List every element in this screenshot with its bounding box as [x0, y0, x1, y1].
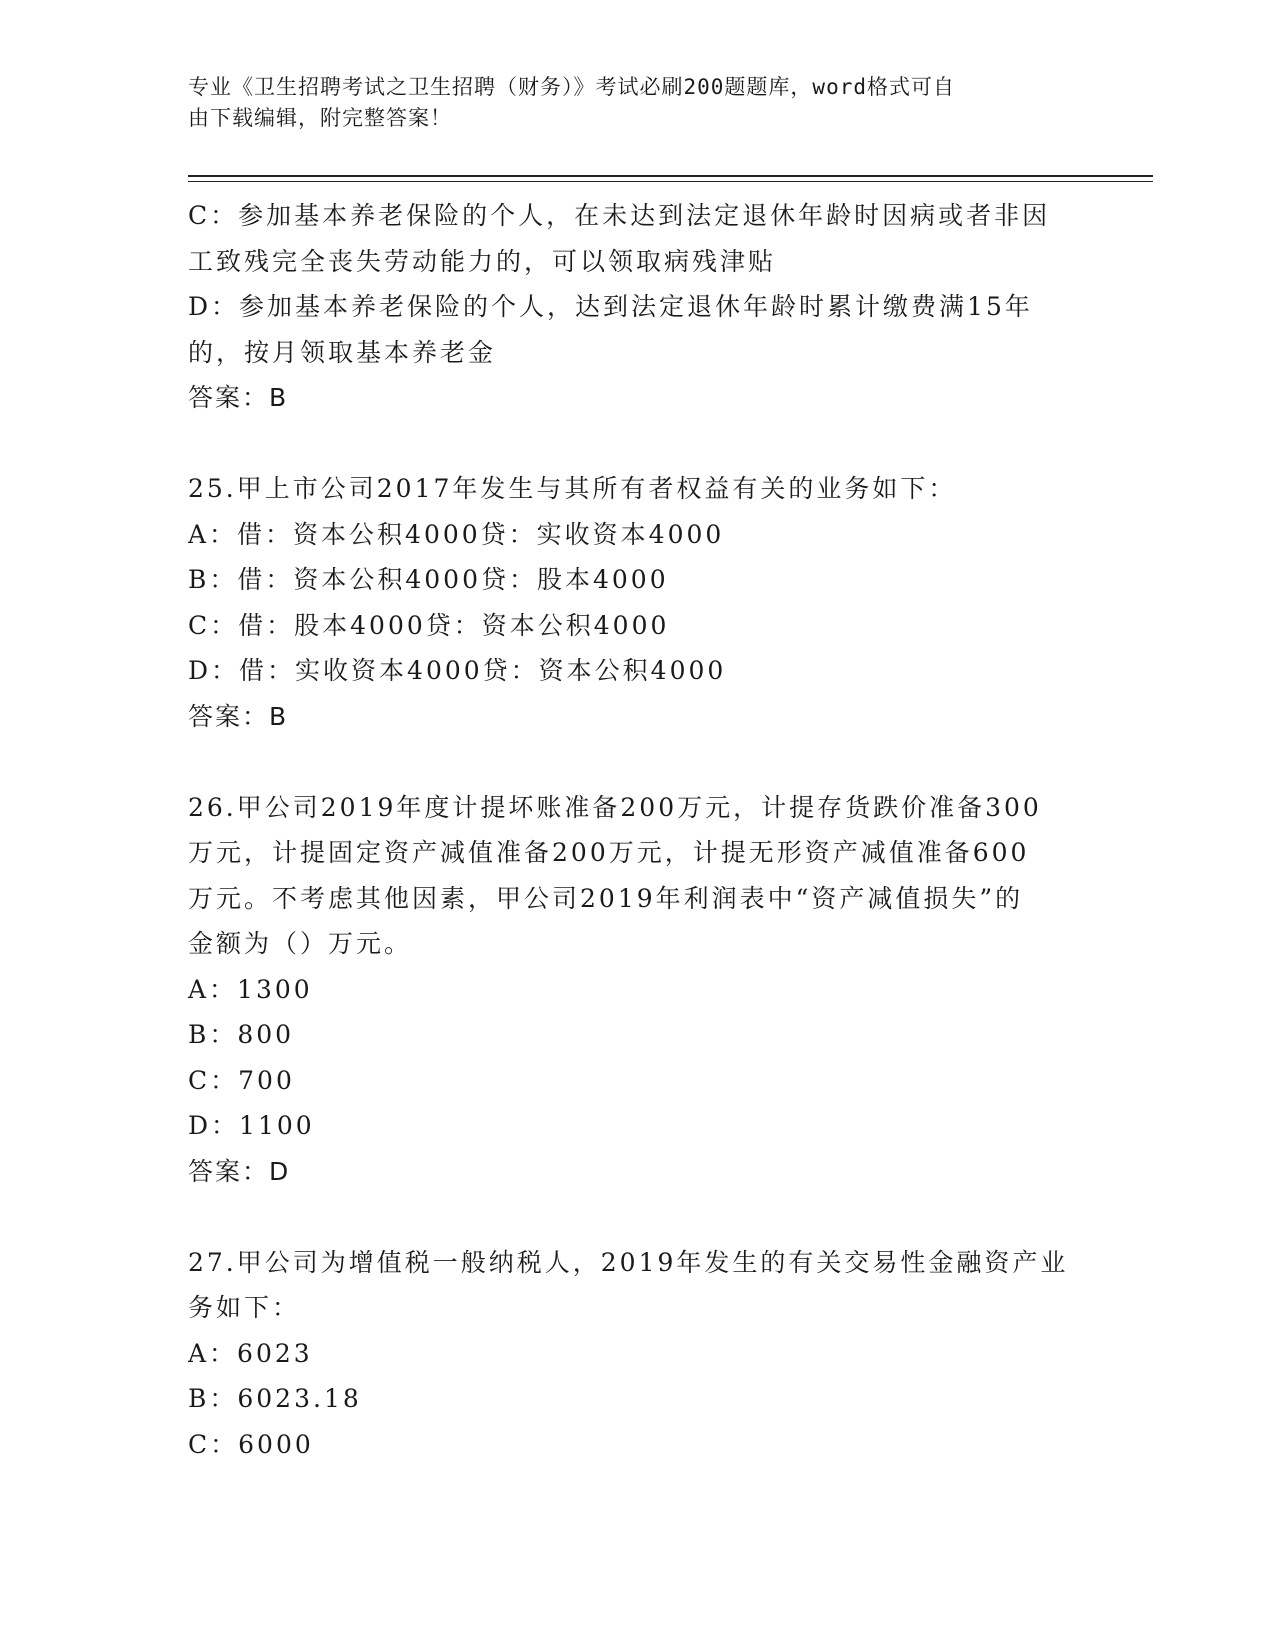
q27-option-c: C：6000: [188, 1429, 314, 1459]
q24-option-d-line-1: D：参加基本养老保险的个人，达到法定退休年龄时累计缴费满15年: [188, 292, 1033, 321]
q26-option-a: A：1300: [188, 974, 313, 1004]
q25-option-b: B：借：资本公积4000贷：股本4000: [188, 565, 669, 594]
q26-option-c: C：700: [188, 1065, 295, 1095]
q27-stem-line-1: 27.甲公司为增值税一般纳税人，2019年发生的有关交易性金融资产业: [188, 1247, 1069, 1277]
q26-option-d: D：1100: [188, 1111, 315, 1140]
q24-option-c-line-1: C：参加基本养老保险的个人，在未达到法定退休年龄时因病或者非因: [188, 201, 1051, 230]
q25-stem: 25.甲上市公司2017年发生与其所有者权益有关的业务如下：: [188, 474, 957, 503]
header-divider-thin: [188, 181, 1153, 182]
document-header: [188, 72, 1068, 134]
q25-option-a: A：借：资本公积4000贷：实收资本4000: [188, 519, 725, 549]
header-divider-thick: [188, 175, 1153, 177]
q27-option-b: B：6023.18: [188, 1384, 362, 1413]
q26-stem-line-1: 26.甲公司2019年度计提坏账准备200万元，计提存货跌价准备300: [188, 792, 1042, 822]
spacer: [188, 421, 1088, 467]
q27-option-a: A：6023: [188, 1338, 313, 1368]
header-title-line-2: 由下载编辑，附完整答案！: [188, 106, 452, 130]
q25-option-c: C：借：股本4000贷：资本公积4000: [188, 610, 670, 640]
q27-stem-line-2: 务如下：: [188, 1293, 301, 1322]
question-list: [188, 193, 1088, 1467]
q26-stem-line-4: 金额为（）万元。: [188, 929, 413, 958]
q25-answer: 答案：B: [188, 701, 289, 731]
spacer: [188, 1194, 1088, 1240]
header-title-line-1: 专业《卫生招聘考试之卫生招聘（财务）》考试必刷200题题库，word格式可自: [188, 75, 955, 99]
q24-option-d-line-2: 的，按月领取基本养老金: [188, 337, 497, 367]
q24-option-c-line-2: 工致残完全丧失劳动能力的，可以领取病残津贴: [188, 246, 777, 276]
q26-answer: 答案：D: [188, 1156, 291, 1186]
q26-option-b: B：800: [188, 1020, 295, 1049]
q25-option-d: D：借：实收资本4000贷：资本公积4000: [188, 656, 727, 685]
spacer: [188, 739, 1088, 785]
q26-stem-line-2: 万元，计提固定资产减值准备200万元，计提无形资产减值准备600: [188, 838, 1030, 867]
q26-stem-line-3: 万元。不考虑其他因素，甲公司2019年利润表中“资产减值损失”的: [188, 883, 1024, 913]
q24-answer: 答案：B: [188, 383, 289, 412]
